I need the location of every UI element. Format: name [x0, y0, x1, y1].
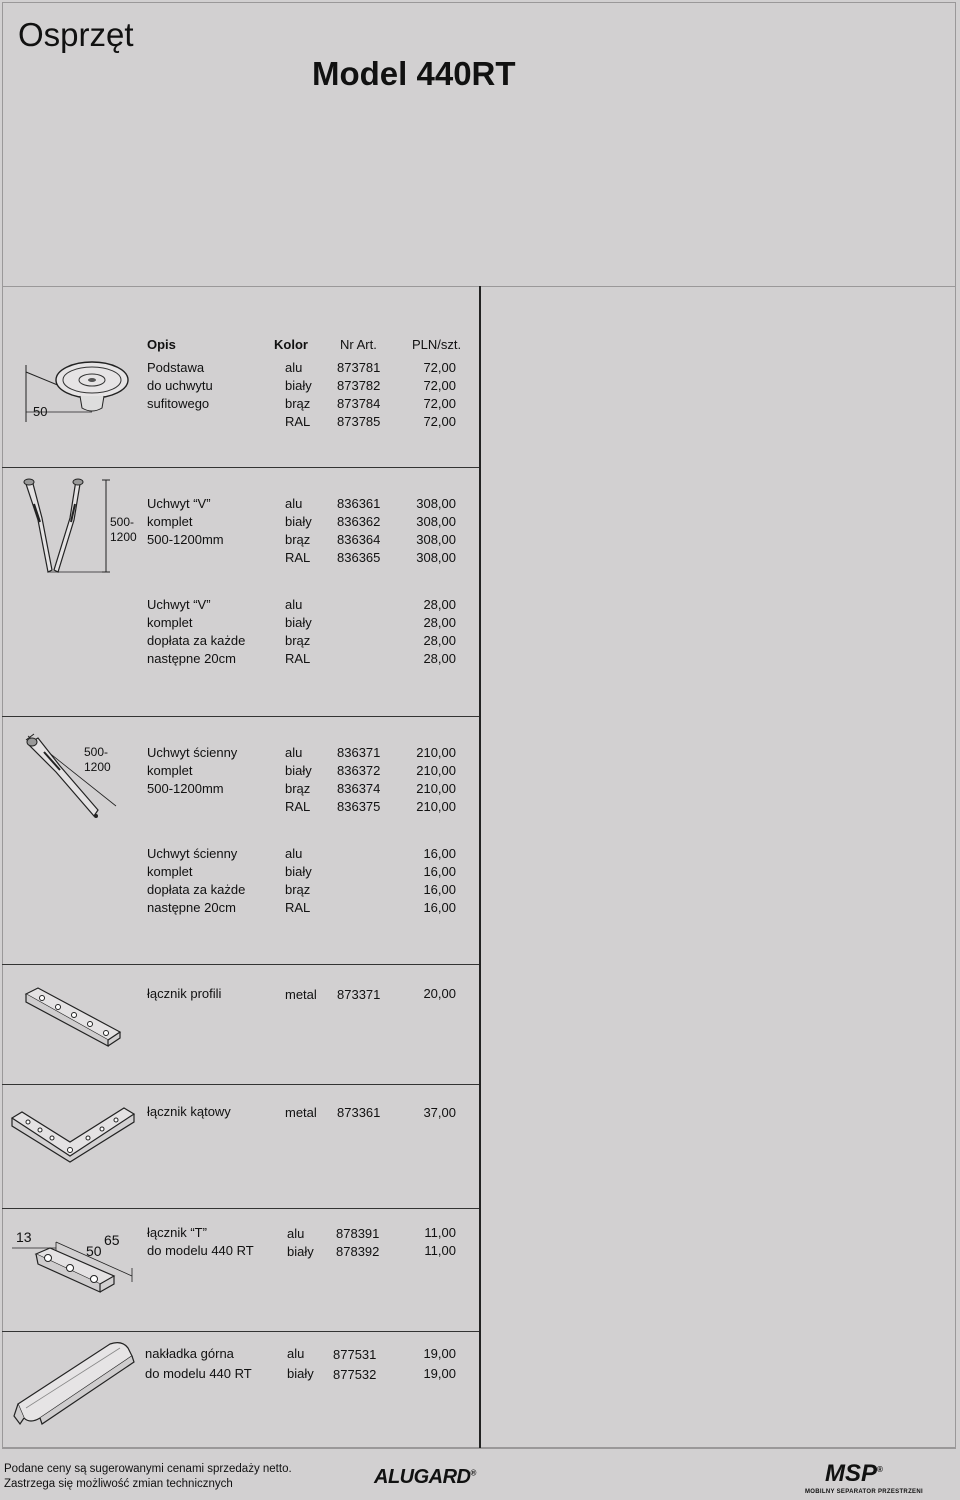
t-connector-illustration — [10, 1228, 140, 1298]
row-divider — [2, 1331, 479, 1332]
row-colors: metal — [285, 1105, 317, 1120]
row-colors: alu biały brąz RAL — [285, 360, 312, 429]
row-prices: 16,00 16,00 16,00 16,00 — [423, 846, 456, 915]
dimension-label: 50 — [86, 1243, 102, 1259]
row-prices: 19,00 19,00 — [423, 1346, 456, 1381]
row-prices: 37,00 — [423, 1105, 456, 1120]
alugard-logo: ALUGARD® — [374, 1466, 476, 1488]
page-model-title: Model 440RT — [312, 55, 516, 92]
row-colors: alu biały brąz RAL — [285, 745, 312, 814]
row-description: Podstawa do uchwytu sufitowego — [147, 360, 213, 411]
msp-logo-subtitle: MOBILNY SEPARATOR PRZESTRZENI — [805, 1489, 923, 1495]
header-nr-art: Nr Art. — [340, 337, 377, 352]
row-colors: alu biały — [287, 1226, 314, 1259]
row-prices: 28,00 28,00 28,00 28,00 — [423, 597, 456, 666]
row-description: łącznik kątowy — [147, 1104, 231, 1119]
row-colors: metal — [285, 987, 317, 1002]
row-prices: 20,00 — [423, 986, 456, 1001]
row-prices: 72,00 72,00 72,00 72,00 — [423, 360, 456, 429]
dimension-label: 50 — [33, 404, 48, 419]
angle-connector-illustration — [8, 1098, 140, 1164]
row-codes: 836361 836362 836364 836365 — [337, 496, 381, 565]
row-colors: alu biały — [287, 1346, 314, 1381]
page-category-title: Osprzęt — [18, 16, 134, 53]
row-prices: 11,00 11,00 — [424, 1225, 456, 1258]
footer-note: Podane ceny są sugerowanymi cenami sprzedaży netto. Zastrzega się możliwość zmian technicznych — [4, 1463, 292, 1490]
row-description: nakładka górna do modelu 440 RT — [145, 1346, 252, 1381]
row-colors: alu biały brąz RAL — [285, 846, 312, 915]
row-codes: 836371 836372 836374 836375 — [337, 745, 381, 814]
top-cap-illustration — [10, 1338, 135, 1428]
header-opis: Opis — [147, 337, 176, 352]
row-description: łącznik profili — [147, 986, 222, 1001]
v-hanger-illustration — [18, 474, 118, 579]
row-description: Uchwyt ścienny komplet 500-1200mm — [147, 745, 238, 796]
row-description: Uchwyt “V” komplet dopłata za każde następne 20cm — [147, 597, 246, 666]
dimension-label: 500- 1200 — [84, 745, 111, 774]
row-codes: 873781 873782 873784 873785 — [337, 360, 381, 429]
row-divider — [2, 964, 479, 965]
column-divider — [479, 286, 481, 1448]
row-divider — [2, 716, 479, 717]
row-description: Uchwyt “V” komplet 500-1200mm — [147, 496, 224, 547]
row-divider — [2, 1208, 479, 1209]
header-kolor: Kolor — [274, 337, 308, 352]
row-codes: 873371 — [337, 987, 381, 1002]
row-codes: 878391 878392 — [336, 1226, 380, 1259]
divider — [2, 1448, 956, 1449]
wall-hanger-illustration — [20, 726, 130, 826]
row-prices: 308,00 308,00 308,00 308,00 — [416, 496, 456, 565]
row-divider — [2, 1084, 479, 1085]
ceiling-base-illustration — [20, 350, 130, 430]
row-description: Uchwyt ścienny komplet dopłata za każde następne 20cm — [147, 846, 246, 915]
row-description: łącznik “T” do modelu 440 RT — [147, 1225, 254, 1258]
row-colors: alu biały brąz RAL — [285, 496, 312, 565]
row-codes: 873361 — [337, 1105, 381, 1120]
row-codes: 877531 877532 — [333, 1347, 377, 1382]
dimension-label: 13 — [16, 1229, 32, 1245]
row-prices: 210,00 210,00 210,00 210,00 — [416, 745, 456, 814]
dimension-label: 500- 1200 — [110, 515, 137, 544]
profile-connector-illustration — [22, 984, 126, 1050]
dimension-label: 65 — [104, 1232, 120, 1248]
row-divider — [2, 467, 479, 468]
msp-logo: MSP® — [825, 1460, 883, 1487]
header-price: PLN/szt. — [412, 337, 462, 352]
row-colors: alu biały brąz RAL — [285, 597, 312, 666]
